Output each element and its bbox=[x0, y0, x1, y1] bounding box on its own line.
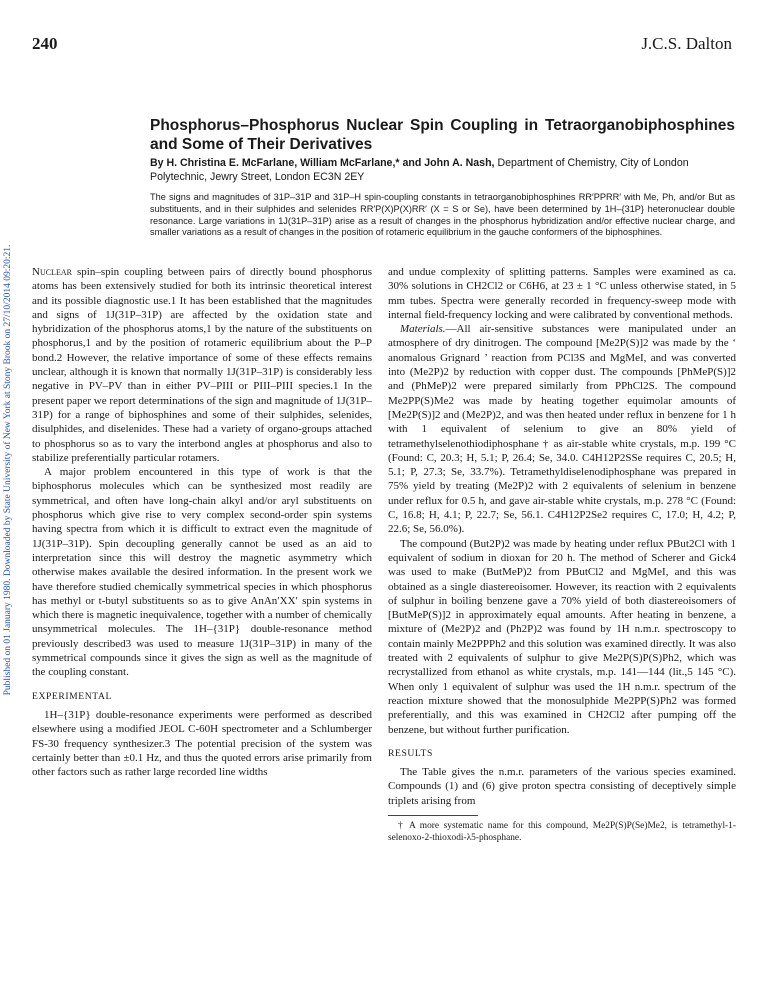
article-title: Phosphorus–Phosphorus Nuclear Spin Coupling in Tetraorganobiphosphines and Some of Their Derivatives bbox=[150, 117, 735, 153]
results-heading: RESULTS bbox=[388, 747, 433, 759]
results-paragraph: The Table gives the n.m.r. parameters of the various species examined. Compounds (1) and (6) give proton spectra consisting of deceptively simple triplets arising from bbox=[388, 766, 736, 807]
affiliation: Department of Chemistry, City of London Polytechnic, Jewry Street, London EC3N 2EY bbox=[150, 157, 689, 183]
right-column bbox=[388, 265, 736, 844]
left-column bbox=[32, 265, 372, 779]
materials-paragraph bbox=[388, 322, 736, 536]
materials-text: —All air-sensitive substances were manipulated under an atmosphere of dry dinitrogen. The compound [Me2P(S)]2 was made by the ‘ anomalous Grignard ’ reaction from PCl3S and MgMeI, and was converted into (Me2P)2 by reduction with copper dust. The compounds [PhMeP(S)]2 and (PhMeP)2 were prepared similarly from PPhCl2S. The compound Me2PP(S)Me2 was made by heating together equimolar amounts of [Me2P(S)]2 and (Me2P)2, and was then heated under reflux in benzene for 1 h with 1 equivalent of selenium to give an 80% yield of tetramethylselenothiodiphosphane † as air-stable white crystals, m.p. 199 °C (Found: C, 20.3; H, 5.1; P, 26.4; Se, 34.0. C4H12P2SSe requires C, 20.5; H, 5.1; P, 27.3; Se, 33.7%). Tetramethyldiselenodiphosphane was prepared in 75% yield by treating (Me2P)2 with 2 equivalents of selenium in benzene under reflux for 0.5 h, and gave air-stable white crystals, m.p. 278 °C (Found: C, 16.8; H, 4.1; P, 22.7; Se, 56.1. C4H12P2Se2 requires C, 17.0; H, 4.2; P, 22.6; Se, 56.0%). bbox=[388, 323, 736, 536]
page-number: 240 bbox=[32, 34, 58, 53]
download-notice-text: Published on 01 January 1980. Downloaded by State University of New York at Stony Brook on 27/10/2014 09:20:21. bbox=[3, 244, 13, 696]
footnote: † A more systematic name for this compound, Me2P(S)P(Se)Me2, is tetramethyl-1-selenoxo-2-thioxodi-λ5-phosphane. bbox=[388, 820, 736, 843]
author-line bbox=[150, 156, 735, 184]
experimental-heading: EXPERIMENTAL bbox=[32, 690, 112, 702]
intro-paragraph bbox=[32, 265, 372, 465]
abstract: The signs and magnitudes of 31P–31P and 31P–H spin-coupling constants in tetraorganobiphosphines RR′PPRR′ with Me, Ph, and/or But as substituents, and in their sulphides and selenides RR′P(X)P(X)RR′ (X = S or Se), have been determined by 1H–{31P} heteronuclear double resonance. Large variations in 1J(31P–31P) arise as a result of changes in the phosphorus hybridization and/or effective nuclear charge, and smaller variations as a result of changes in the position of rotameric equilibrium in the gauche conformers of the biphosphines. bbox=[150, 192, 735, 238]
drop-word: Nuclear bbox=[32, 266, 72, 278]
experimental-paragraph: 1H–{31P} double-resonance experiments were performed as described elsewhere using a modified JEOL C-60H spectrometer and a Schlumberger FS-30 frequency synthesizer.3 The potential precision of the system was certainly better than ±0.1 Hz, and thus the quoted errors arise primarily from other factors such as rather large recorded line widths bbox=[32, 708, 372, 779]
intro-text: spin–spin coupling between pairs of directly bound phosphorus atoms has been extensively studied for both its intrinsic theoretical interest and its possible diagnostic use.1 It has been established that the magnitudes and signs of 1J(31P–31P) are affected by the oxidation state and hybridization of the phosphorus atoms,1 by the nature of the substituents on phosphorus,1 and by the position of rotameric equilibrium about the P–P bond.2 However, the relative importance of some of these effects remains unclear, although it is known that normally 1J(31P–31P) is considerably less negative in PV–PV than in either PV–PIII or PIII–PIII species.1 In the present paper we report determinations of the sign and magnitude of 1J(31P–31P) for a range of biphosphines and some of their sulphides, selenides, disulphides, and diselenides. These had a variety of organo-groups attached to phosphorus so as to vary the interbond angles at phosphorus and also to stabilize preferentially particular rotamers. bbox=[32, 266, 372, 464]
journal-name: J.C.S. Dalton bbox=[641, 34, 732, 53]
methods-paragraph: and undue complexity of splitting patterns. Samples were examined as ca. 30% solutions in CH2Cl2 or C6H6, at 23 ± 1 °C unless otherwise stated, in 5 mm tubes. Spectra were generally recorded in frequency-sweep mode with internal field-frequency locking and were calibrated by conventional methods. bbox=[388, 266, 736, 321]
materials-label: Materials. bbox=[400, 323, 446, 336]
author-names: By H. Christina E. McFarlane, William McFarlane,* and John A. Nash, bbox=[150, 157, 495, 169]
footnote-rule bbox=[388, 815, 478, 816]
paragraph-3: The compound (But2P)2 was made by heating under reflux PBut2Cl with 1 equivalent of sodium in dioxan for 20 h. The method of Scherer and Gick4 was used to make (ButMeP)2 from PButCl2 and MgMeI, and this was obtained as a single diastereoisomer. However, its reaction with 2 equivalents of sulphur in boiling benzene gave a 70% yield of both diastereoisomers of [ButMeP(S)]2 in approximately equal amounts. After heating in benzene, a mixture of (Me2P)2 and (Ph2P)2 was found by 1H n.m.r. spectroscopy to contain mainly Me2PPPh2 and this solution was examined directly. It was also treated with 2 equivalents of sulphur to give Me2P(S)P(S)Ph2, which was recrystallized from ethanol as white crystals, m.p. 141—144 (lit.,5 145 °C). When only 1 equivalent of sulphur was used the 1H n.m.r. spectrum of the reaction mixture showed that the monosulphide Me2PP(S)Ph2 was formed preferentially, and this was examined in CH2Cl2 after pumping off the benzene, but without further purification. bbox=[388, 537, 736, 736]
paragraph-2: A major problem encountered in this type of work is that the biphosphorus molecules which can be synthesized most readily are symmetrical, and often have long-chain alkyl and/or aryl substituents on phosphorus which give rise to very complex second-order spin systems having spectra from which it is difficult to extract even the magnitude of 1J(31P–31P). Spin decoupling generally cannot be used as an aid to interpretation since this will destroy the magnetic asymmetry which otherwise makes available the desired information. In the present work we have therefore studied chemically symmetrical species in which phosphorus has methyl or t-butyl substituents so as to give AnAn′XX′ spin systems in which there is magnetic inequivalence, together with a number of chemically unsymmetrical molecules. The 1H–{31P} double-resonance method previously described3 was used to measure 1J(31P–31P) in many of the symmetrical compounds since it gives the sign as well as the magnitude of the coupling constant. bbox=[32, 466, 372, 679]
download-notice bbox=[1, 120, 15, 820]
